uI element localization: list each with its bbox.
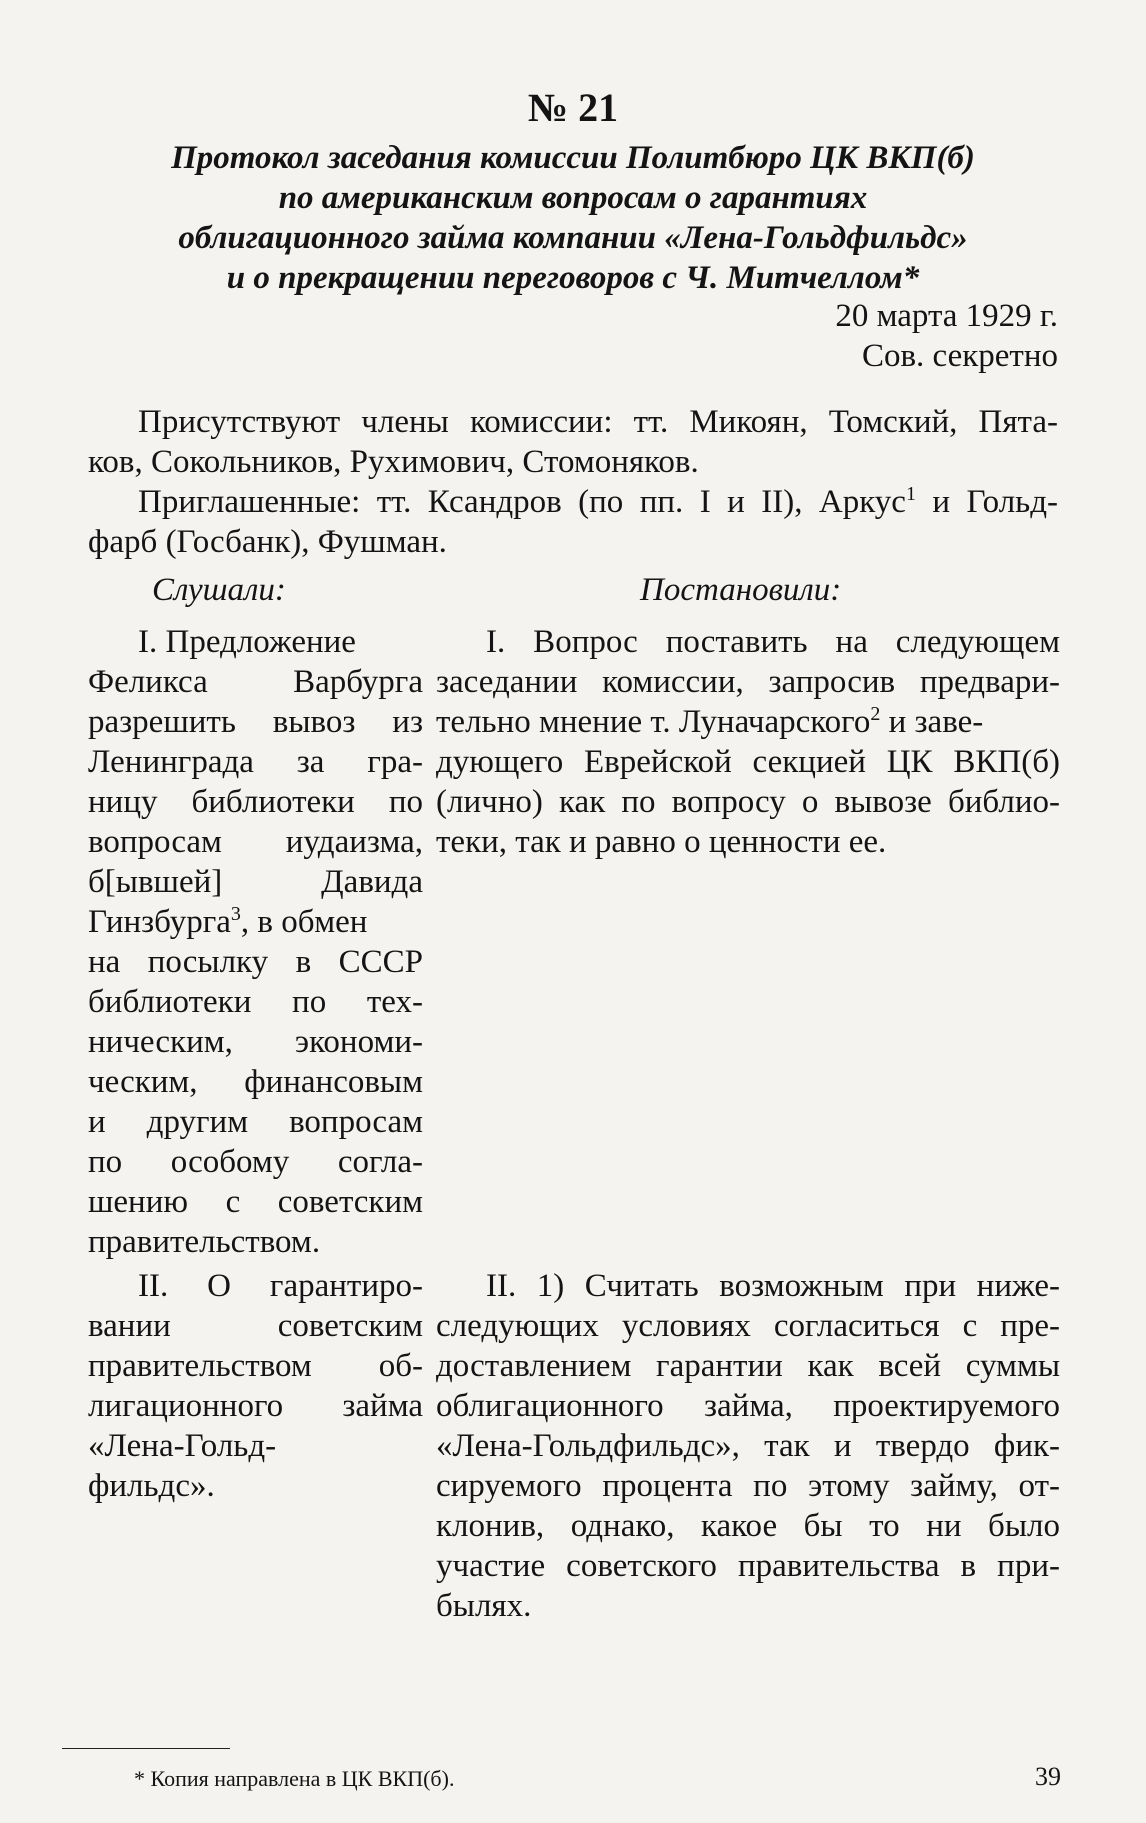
document-title xyxy=(90,138,1056,298)
title-line: и о прекращении переговоров с Ч. Митчеллом* xyxy=(226,260,920,296)
resolved-text: тельно мнение т. Луначарского xyxy=(436,704,871,740)
resolved-line xyxy=(436,702,1060,742)
heard-line: I. Предложение xyxy=(138,624,356,660)
heard-line: ческим, финансовым xyxy=(88,1064,423,1100)
invited-line: фарб (Госбанк), Фушман. xyxy=(88,524,447,560)
heard-line: библиотеки по тех- xyxy=(88,984,423,1020)
resolved-text: и заве- xyxy=(880,704,984,740)
resolved-line: II. 1) Считать возможным при ниже- xyxy=(486,1268,1060,1304)
resolved-line: участие советского правительства в при- xyxy=(436,1548,1060,1584)
present-line: ков, Сокольников, Рухимович, Стомоняков. xyxy=(88,444,699,480)
heard-line: вопросам иудаизма, xyxy=(88,824,423,860)
resolved-item-1 xyxy=(436,622,1060,862)
resolved-line: былях. xyxy=(436,1588,532,1624)
heard-line: правительством. xyxy=(88,1224,321,1260)
invited-text: Приглашенные: тт. Ксандров (по пп. I и II), Аркус xyxy=(138,484,906,520)
heard-line: правительством об- xyxy=(88,1348,423,1384)
resolved-line: I. Вопрос поставить на следующем xyxy=(486,624,1060,660)
secrecy-stamp: Сов. секретно xyxy=(861,338,1058,374)
heard-line: II. О гарантиро- xyxy=(138,1268,423,1304)
footnote-ref: 3 xyxy=(230,903,241,925)
heard-line: на посылку в СССР xyxy=(88,944,423,980)
heard-item-1 xyxy=(88,622,423,1262)
page-number: 39 xyxy=(1035,1762,1061,1791)
resolved-heading: Постановили: xyxy=(640,572,842,608)
title-line: облигационного займа компании «Лена-Гольдфильдс» xyxy=(178,220,968,256)
heard-line xyxy=(88,902,423,942)
heard-item-2 xyxy=(88,1266,423,1506)
invited-members xyxy=(88,482,1058,562)
resolved-line: облигационного займа, проектируемого xyxy=(436,1388,1060,1424)
resolved-line: следующих условиях согласиться с пре- xyxy=(436,1308,1060,1344)
invited-text: и Гольд- xyxy=(915,484,1058,520)
heard-line: ническим, экономи- xyxy=(88,1024,423,1060)
heard-line: ницу библиотеки по xyxy=(88,784,423,820)
heard-line: и другим вопросам xyxy=(88,1104,423,1140)
resolved-line: заседании комиссии, запросив предвари- xyxy=(436,664,1060,700)
heard-text: Гинзбурга xyxy=(88,904,231,940)
title-line: Протокол заседания комиссии Политбюро ЦК ВКП(б) xyxy=(171,140,975,176)
heard-line: разрешить вывоз из xyxy=(88,704,423,740)
resolved-line: (лично) как по вопросу о вывозе библио- xyxy=(436,784,1060,820)
resolved-line: сируемого процента по этому займу, от- xyxy=(436,1468,1060,1504)
heard-line: шению с советским xyxy=(88,1184,423,1220)
title-line: по американским вопросам о гарантиях xyxy=(278,180,868,216)
footnote-divider xyxy=(62,1748,230,1749)
heard-text: , в обмен xyxy=(240,904,368,940)
heard-line: фильдс». xyxy=(88,1468,215,1504)
document-number: № 21 xyxy=(527,85,619,130)
document-date: 20 марта 1929 г. xyxy=(835,298,1058,334)
heard-line: по особому согла- xyxy=(88,1144,423,1180)
resolved-line: дующего Еврейской секцией ЦК ВКП(б) xyxy=(436,744,1060,780)
resolved-item-2 xyxy=(436,1266,1060,1626)
resolved-line: теки, так и равно о ценности ее. xyxy=(436,824,887,860)
invited-line xyxy=(88,482,1058,522)
footnote: * Копия направлена в ЦК ВКП(б). xyxy=(134,1766,455,1791)
heard-line: б[ывшей] Давида xyxy=(88,864,423,900)
resolved-line: клонив, однако, какое бы то ни было xyxy=(436,1508,1060,1544)
heard-heading: Слушали: xyxy=(152,572,286,608)
present-members xyxy=(88,402,1058,482)
heard-line: лигационного займа xyxy=(88,1388,423,1424)
heard-line: Феликса Варбурга xyxy=(88,664,423,700)
present-line: Присутствуют члены комиссии: тт. Микоян, Томский, Пята- xyxy=(138,404,1058,440)
heard-line: вании советским xyxy=(88,1308,423,1344)
resolved-line: доставлением гарантии как всей суммы xyxy=(436,1348,1060,1384)
heard-line: «Лена-Гольд- xyxy=(88,1428,277,1464)
footnote-ref: 1 xyxy=(905,483,916,505)
footnote-ref: 2 xyxy=(870,703,881,725)
resolved-line: «Лена-Гольдфильдс», так и твердо фик- xyxy=(436,1428,1060,1464)
heard-line: Ленинграда за гра- xyxy=(88,744,423,780)
